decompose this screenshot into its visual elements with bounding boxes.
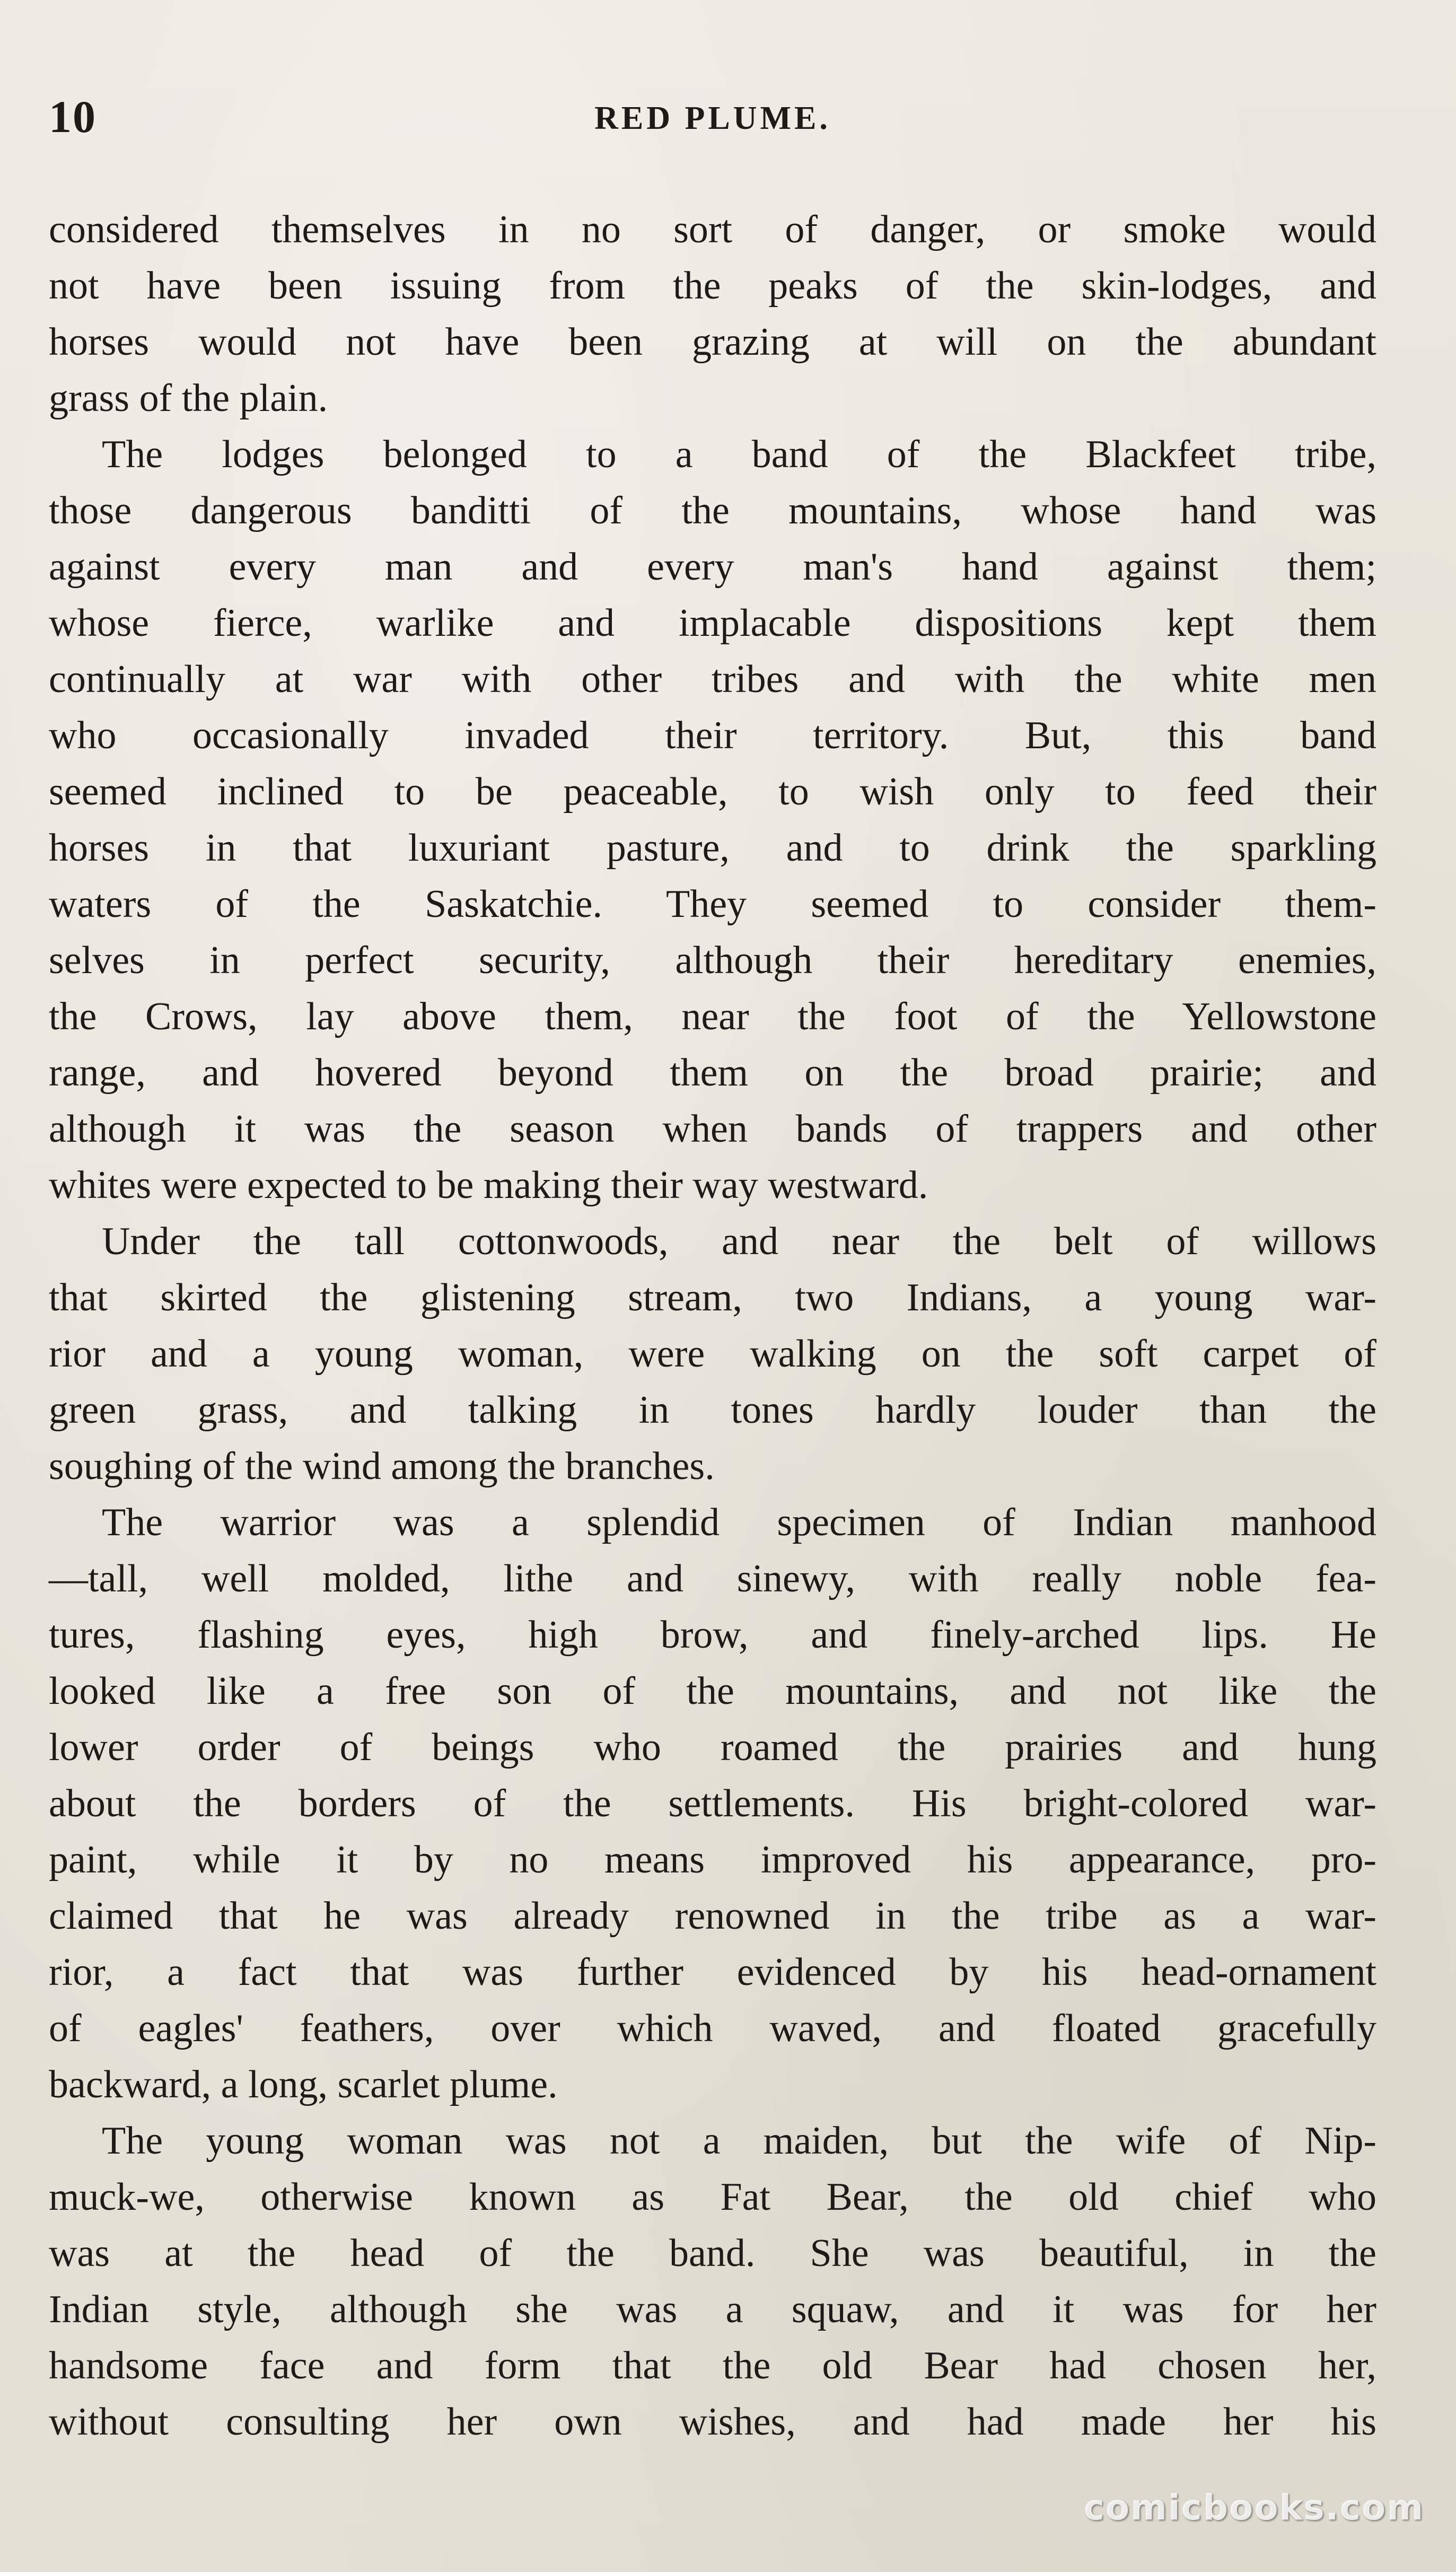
text-line: of eagles' feathers, over which waved, and floated gracefully — [49, 2007, 1376, 2050]
text-line: selves in perfect security, although their hereditary enemies, — [49, 939, 1376, 982]
text-line: The young woman was not a maiden, but the wife of Nip- — [102, 2119, 1376, 2163]
text-line: seemed inclined to be peaceable, to wish only to feed their — [49, 770, 1376, 813]
page-header — [49, 90, 1376, 148]
watermark-logo: comicbooks.com — [1083, 2487, 1424, 2528]
text-line: muck-we, otherwise known as Fat Bear, the old chief who — [49, 2175, 1376, 2219]
text-line: whites were expected to be making their way westward. — [49, 1163, 928, 1207]
text-line: green grass, and talking in tones hardly louder than the — [49, 1388, 1376, 1432]
text-line: Indian style, although she was a squaw, and it was for her — [49, 2288, 1376, 2331]
text-line: was at the head of the band. She was beautiful, in the — [49, 2232, 1376, 2275]
page-number: 10 — [49, 91, 97, 142]
text-line: grass of the plain. — [49, 377, 328, 420]
text-line: horses would not have been grazing at will on the abundant — [49, 320, 1376, 364]
body-text — [49, 202, 1376, 2450]
text-line: rior, a fact that was further evidenced by his head-ornament — [49, 1950, 1376, 1994]
text-line: against every man and every man's hand against them; — [49, 545, 1376, 589]
text-line: waters of the Saskatchie. They seemed to consider them- — [49, 882, 1376, 926]
text-line: those dangerous banditti of the mountains, whose hand was — [49, 489, 1376, 532]
text-line: lower order of beings who roamed the prairies and hung — [49, 1726, 1376, 1769]
text-line: paint, while it by no means improved his appearance, pro- — [49, 1838, 1376, 1882]
text-line: The warrior was a splendid specimen of Indian manhood — [102, 1501, 1376, 1544]
text-line: not have been issuing from the peaks of the skin-lodges, and — [49, 264, 1376, 308]
text-line: that skirted the glistening stream, two Indians, a young war- — [49, 1276, 1376, 1319]
running-title: RED PLUME. — [594, 100, 831, 136]
text-line: handsome face and form that the old Bear had chosen her, — [49, 2344, 1376, 2387]
text-line: The lodges belonged to a band of the Blackfeet tribe, — [102, 433, 1376, 476]
text-line: although it was the season when bands of trappers and other — [49, 1107, 1376, 1151]
text-line: range, and hovered beyond them on the broad prairie; and — [49, 1051, 1376, 1095]
text-line: —tall, well molded, lithe and sinewy, with really noble fea- — [49, 1557, 1376, 1600]
text-line: soughing of the wind among the branches. — [49, 1445, 715, 1488]
text-line: the Crows, lay above them, near the foot of the Yellowstone — [49, 995, 1376, 1038]
text-line: about the borders of the settlements. His bright-colored war- — [49, 1782, 1376, 1825]
text-line: looked like a free son of the mountains, and not like the — [49, 1669, 1376, 1713]
text-line: Under the tall cottonwoods, and near the belt of willows — [102, 1220, 1376, 1263]
text-line: backward, a long, scarlet plume. — [49, 2063, 558, 2106]
text-line: horses in that luxuriant pasture, and to drink the sparkling — [49, 826, 1376, 870]
text-line: without consulting her own wishes, and had made her his — [49, 2400, 1376, 2444]
text-line: continually at war with other tribes and with the white men — [49, 658, 1376, 701]
text-line: claimed that he was already renowned in the tribe as a war- — [49, 1894, 1376, 1938]
text-line: considered themselves in no sort of danger, or smoke would — [49, 208, 1376, 251]
text-line: rior and a young woman, were walking on the soft carpet of — [49, 1332, 1376, 1376]
text-line: tures, flashing eyes, high brow, and finely-arched lips. He — [49, 1613, 1376, 1657]
text-line: who occasionally invaded their territory. But, this band — [49, 714, 1376, 757]
text-line: whose fierce, warlike and implacable dispositions kept them — [49, 601, 1376, 645]
